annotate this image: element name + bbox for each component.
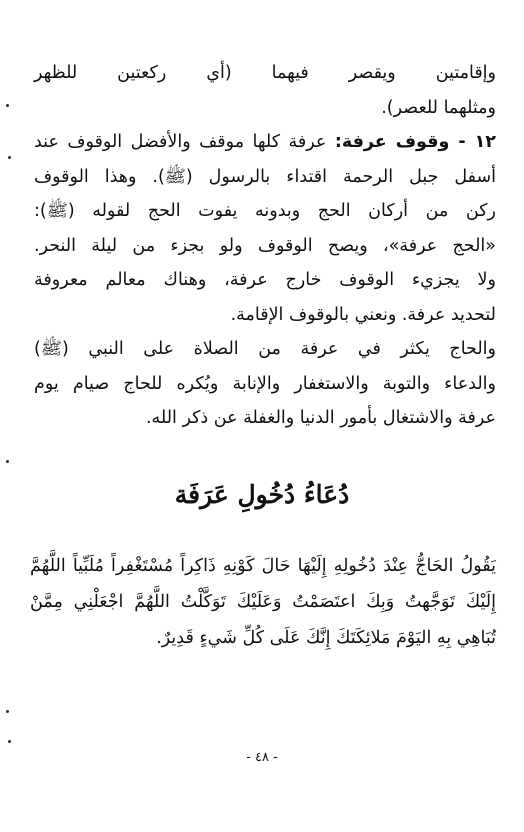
- margin-mark: [8, 740, 11, 743]
- body-line-6: «الحج عرفة»، ويصح الوقوف ولو بجزء من ليلة النحر.: [34, 235, 496, 256]
- margin-mark: [6, 710, 9, 713]
- margin-mark: [8, 156, 11, 159]
- body-line-5: ركن من أركان الحج وبدونه يفوت الحج لقوله (ﷺ):: [34, 201, 496, 221]
- body-text: [34, 56, 496, 436]
- body-line-7: ولا يجزيء الوقوف خارج عرفة، وهناك معالم معروفة: [34, 270, 496, 290]
- page-number: - ٤٨ -: [246, 750, 278, 765]
- body-line-9: والحاج يكثر في عرفة من الصلاة على النبي (ﷺ): [34, 339, 496, 359]
- section-heading: دُعَاءُ دُخُولِ عَرَفَة: [174, 480, 350, 509]
- margin-mark: [6, 460, 9, 463]
- dua-text: يَقُولُ الحَاجُّ عِنْدَ دُخُولِهِ إِلَيْهَا حَالَ كَوْنِهِ ذَاكِراً مُسْتَغْفِراً مُلَبِّياً اللَّهُمَّ إِلَيْكَ تَوَجَّهتُ وَبِكَ اعتَصَمْتُ وَعَلَيْكَ تَوَكَّلْتُ اللَّهُمَّ اجْعَلْنِي مِمَّنْ تُبَاهِي بِهِ اليَوْمَ مَلائِكَتَكَ إِنَّكَ عَلَى كُلِّ شَيءٍ قَدِيرٌ.: [30, 556, 496, 648]
- body-line-2: ومثلهما للعصر).: [381, 97, 496, 118]
- item-12-line: [34, 125, 496, 160]
- body-line-8: لتحديد عرفة. ونعني بالوقوف الإقامة.: [230, 304, 496, 325]
- item-12-text: عرفة كلها موقف والأفضل الوقوف عند: [34, 132, 335, 152]
- body-line-11: عرفة والاشتغال بأمور الدنيا والغفلة عن ذكر الله.: [145, 408, 496, 428]
- body-line-1: وإقامتين ويقصر فيهما (أي ركعتين للظهر: [34, 63, 496, 83]
- margin-mark: [6, 104, 9, 107]
- item-12-term: ١٢ - وقوف عرفة:: [334, 132, 496, 152]
- body-line-10: والدعاء والتوبة والاستغفار والإنابة ويُكره للحاج صيام يوم: [34, 373, 496, 394]
- body-line-4: أسفل جبل الرحمة اقتداء بالرسول (ﷺ). وهذا الوقوف: [34, 166, 496, 187]
